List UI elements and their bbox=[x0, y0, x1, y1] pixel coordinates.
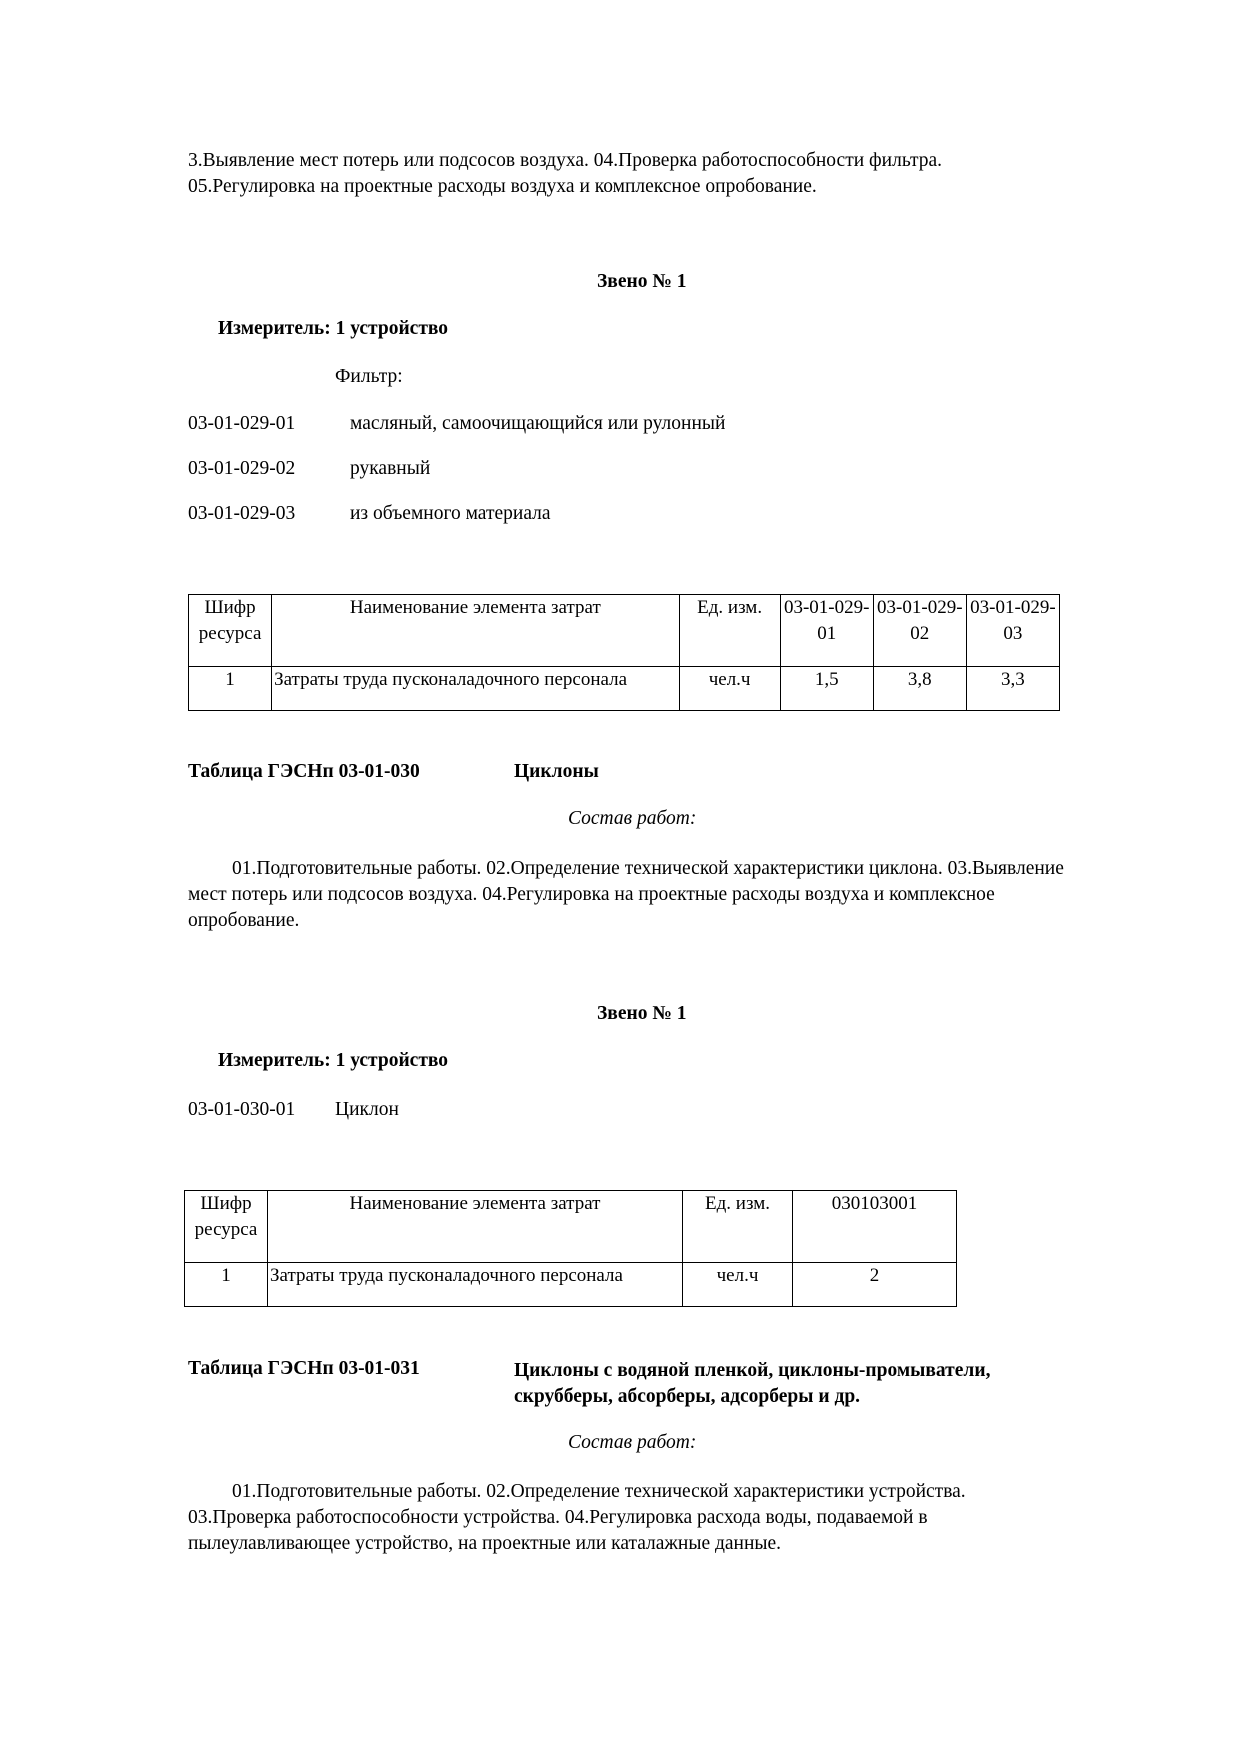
table-header-row bbox=[189, 595, 1060, 667]
table-cell: 3,3 bbox=[966, 667, 1059, 711]
work-heading: Состав работ: bbox=[568, 808, 697, 829]
table-header-cell: 03-01-029-01 bbox=[780, 595, 873, 667]
table-row bbox=[189, 667, 1060, 711]
table-header-cell: 030103001 bbox=[793, 1191, 957, 1263]
table-cell: 1 bbox=[185, 1263, 268, 1307]
table-cell: 1 bbox=[189, 667, 272, 711]
work-description: 01.Подготовительные работы. 02.Определение технической характеристики устройства. 03.Проверка работоспособности устройства. 04.Регулировка расхода воды, подаваемой в пылеулавливающее устройство, на проектные или каталажные данные. bbox=[188, 1481, 966, 1554]
table-header-cell: Наименование элемента затрат bbox=[272, 595, 679, 667]
work-description: 01.Подготовительные работы. 02.Определение технической характеристики циклона. 03.Выявление мест потерь или подсосов воздуха. 04.Регулировка на проектные расходы воздуха и комплексное опробование. bbox=[188, 858, 1064, 931]
item-code: 03-01-029-02 bbox=[188, 458, 296, 479]
work-heading: Состав работ: bbox=[568, 1432, 697, 1453]
table-header-cell: Ед. изм. bbox=[679, 595, 780, 667]
zveno-heading: Звено № 1 bbox=[597, 271, 687, 292]
item-name: из объемного материала bbox=[350, 503, 551, 524]
measure-label: Измеритель: 1 устройство bbox=[218, 318, 449, 339]
item-name: масляный, самоочищающийся или рулонный bbox=[350, 413, 726, 434]
table-cell: чел.ч bbox=[679, 667, 780, 711]
group-label: Фильтр: bbox=[335, 366, 403, 387]
table-code-heading: Таблица ГЭСНп 03-01-031 bbox=[188, 1358, 420, 1379]
item-code: 03-01-029-03 bbox=[188, 503, 296, 524]
item-code: 03-01-030-01 bbox=[188, 1099, 296, 1120]
table-title-heading: Циклоны с водяной пленкой, циклоны-промыватели, скрубберы, абсорберы, адсорберы и др. bbox=[514, 1360, 991, 1407]
table-cell: Затраты труда пусконаладочного персонала bbox=[268, 1263, 683, 1307]
cost-table bbox=[184, 1190, 957, 1307]
table-header-row bbox=[185, 1191, 957, 1263]
table-header-cell: Шифр ресурса bbox=[185, 1191, 268, 1263]
table-code-heading: Таблица ГЭСНп 03-01-030 bbox=[188, 761, 420, 782]
intro-paragraph: 3.Выявление мест потерь или подсосов воздуха. 04.Проверка работоспособности фильтра. 05.Регулировка на проектные расходы воздуха и комплексное опробование. bbox=[188, 150, 943, 197]
table-header-cell: Наименование элемента затрат bbox=[268, 1191, 683, 1263]
table-cell: Затраты труда пусконаладочного персонала bbox=[272, 667, 679, 711]
table-header-cell: Шифр ресурса bbox=[189, 595, 272, 667]
table-header-cell: 03-01-029-02 bbox=[873, 595, 966, 667]
measure-label: Измеритель: 1 устройство bbox=[218, 1050, 449, 1071]
table-cell: 3,8 bbox=[873, 667, 966, 711]
table-header-cell: 03-01-029-03 bbox=[966, 595, 1059, 667]
table-title-heading: Циклоны bbox=[514, 761, 599, 782]
zveno-heading: Звено № 1 bbox=[597, 1003, 687, 1024]
cost-table bbox=[188, 594, 1060, 711]
item-name: рукавный bbox=[350, 458, 431, 479]
table-cell: чел.ч bbox=[683, 1263, 793, 1307]
table-header-cell: Ед. изм. bbox=[683, 1191, 793, 1263]
item-code: 03-01-029-01 bbox=[188, 413, 296, 434]
item-name: Циклон bbox=[335, 1099, 399, 1120]
table-cell: 1,5 bbox=[780, 667, 873, 711]
table-row bbox=[185, 1263, 957, 1307]
table-cell: 2 bbox=[793, 1263, 957, 1307]
